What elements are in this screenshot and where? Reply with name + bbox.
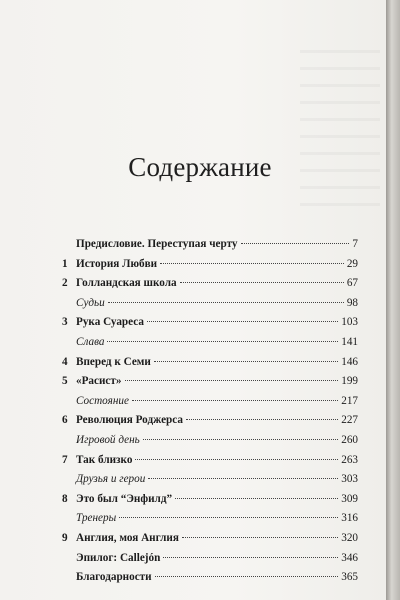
page-number: 98 <box>346 296 358 309</box>
entry-title: Благодарности <box>76 571 152 584</box>
toc-entry <box>62 356 358 376</box>
toc-entry <box>62 297 358 317</box>
entry-title: Предисловие. Переступая черту <box>76 238 238 250</box>
entry-title: Судьи <box>76 296 105 309</box>
dot-leader <box>148 478 338 479</box>
chapter-number: 3 <box>62 316 68 329</box>
page-edge <box>386 0 400 600</box>
page-number: 141 <box>341 335 358 348</box>
page-number: 146 <box>341 355 358 368</box>
entry-title: Вперед к Семи <box>76 355 151 368</box>
page-number: 309 <box>341 492 358 505</box>
page-number: 365 <box>341 571 358 584</box>
chapter-number: 7 <box>62 453 68 466</box>
dot-leader <box>154 361 338 362</box>
page-number: 29 <box>346 257 358 270</box>
page-number: 103 <box>341 316 358 329</box>
dot-leader <box>241 243 350 244</box>
toc-entry <box>62 316 358 336</box>
toc-entry <box>62 473 358 493</box>
dot-leader <box>143 439 338 440</box>
page-title: Содержание <box>128 152 272 182</box>
toc-entry <box>62 336 358 356</box>
dot-leader <box>175 498 338 499</box>
toc-entry <box>62 434 358 454</box>
dot-leader <box>155 576 339 577</box>
entry-title: Англия, моя Англия <box>76 531 179 544</box>
toc-entry <box>62 493 358 513</box>
dot-leader <box>135 459 338 460</box>
toc-entry <box>62 395 358 415</box>
chapter-number: 8 <box>62 492 68 505</box>
page-number: 346 <box>341 551 358 564</box>
chapter-number: 2 <box>62 277 68 290</box>
toc-entry <box>62 454 358 474</box>
entry-title: Игровой день <box>76 433 140 446</box>
entry-title: «Расист» <box>76 375 122 388</box>
dot-leader <box>108 302 344 303</box>
dot-leader <box>125 380 339 381</box>
dot-leader <box>180 282 344 283</box>
toc-entry <box>62 414 358 434</box>
page-number: 303 <box>341 473 358 486</box>
entry-title: Это был “Энфилд” <box>76 492 173 505</box>
toc-entry <box>62 552 358 572</box>
toc-entry <box>62 258 358 278</box>
dot-leader <box>107 341 338 342</box>
chapter-number: 9 <box>62 531 68 544</box>
entry-title: Рука Суареса <box>76 316 144 329</box>
bleed-through-text <box>300 50 380 220</box>
dot-leader <box>186 419 338 420</box>
dot-leader <box>182 537 338 538</box>
toc-entry <box>62 571 358 591</box>
dot-leader <box>132 400 338 401</box>
dot-leader <box>160 263 344 264</box>
toc-entry <box>62 512 358 532</box>
chapter-number: 6 <box>62 414 68 427</box>
dot-leader <box>163 557 338 558</box>
chapter-number: 1 <box>62 257 68 270</box>
page-number: 217 <box>341 394 358 407</box>
page-number: 227 <box>341 414 358 427</box>
entry-title: Состояние <box>76 394 129 407</box>
page-number: 199 <box>341 375 358 388</box>
table-of-contents <box>62 238 358 591</box>
entry-title: Голландская школа <box>76 277 177 290</box>
page-number: 7 <box>352 238 358 250</box>
entry-title: История Любви <box>76 257 158 270</box>
entry-title: Революция Роджерса <box>76 414 183 427</box>
page-number: 316 <box>341 512 358 525</box>
toc-entry <box>62 238 358 258</box>
page-number: 320 <box>341 531 358 544</box>
page-number: 263 <box>341 453 358 466</box>
chapter-number: 5 <box>62 375 68 388</box>
entry-title: Так близко <box>76 453 133 466</box>
toc-entry <box>62 375 358 395</box>
page-number: 260 <box>341 433 358 446</box>
dot-leader <box>119 517 338 518</box>
entry-title: Слава <box>76 335 105 348</box>
dot-leader <box>147 321 338 322</box>
toc-entry <box>62 277 358 297</box>
entry-title: Друзья и герои <box>76 473 146 486</box>
page-number: 67 <box>346 277 358 290</box>
entry-title: Тренеры <box>76 512 117 525</box>
entry-title: Эпилог: Callejón <box>76 551 161 564</box>
chapter-number: 4 <box>62 355 68 368</box>
toc-entry <box>62 532 358 552</box>
